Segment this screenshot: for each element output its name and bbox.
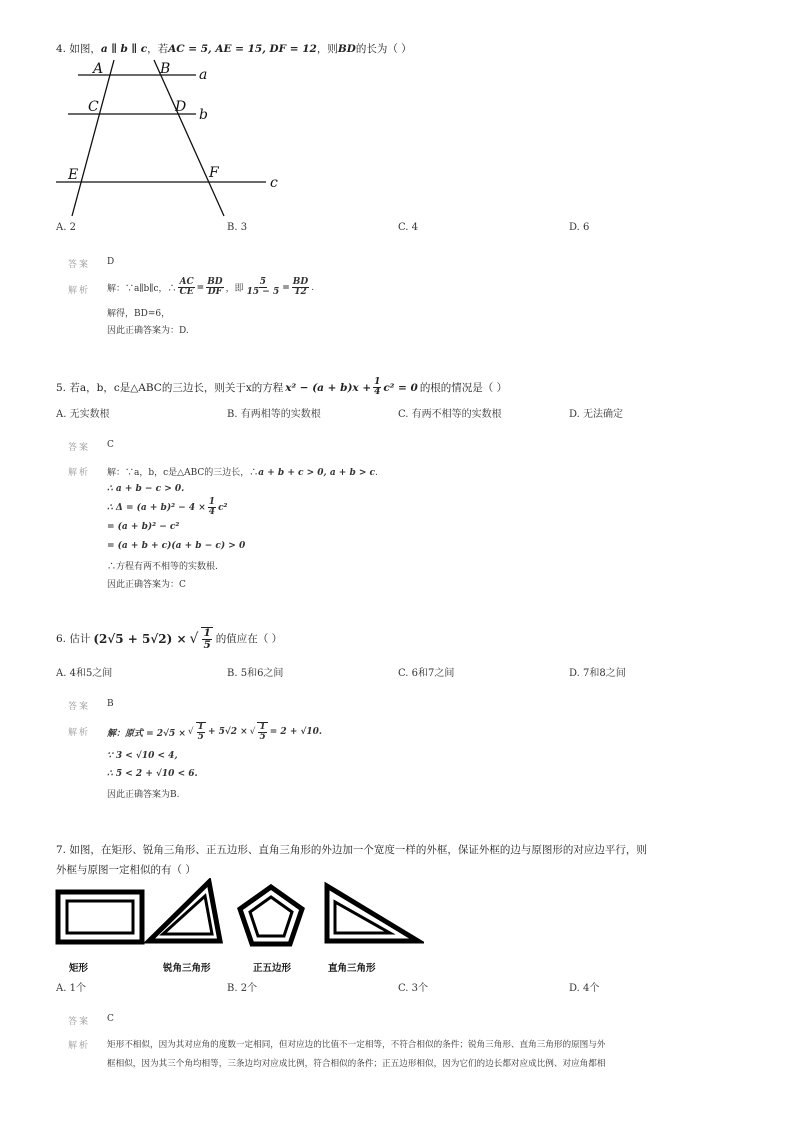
q4-analysis-label: 解析 <box>68 286 91 296</box>
q5-solution-line6: ∴方程有两不相等的实数根. <box>107 562 218 572</box>
point-D: D <box>175 99 187 115</box>
q7-solution-line1: 矩形不相似，因为其对应角的度数一定相同，但对应边的比值不一定相等，不符合相似的条件；锐角三角形、直角三角形的原图与外 <box>107 1040 606 1050</box>
frac-num: BD <box>207 277 223 287</box>
caption-acute-triangle: 锐角三角形 <box>163 963 211 974</box>
q5-option-b[interactable]: B. 有两相等的实数根 <box>227 409 321 420</box>
q5-solution-line4: = (a + b)² − c² <box>107 522 180 532</box>
q4-frac-ac-ce <box>178 278 194 297</box>
rectangle-inner <box>67 901 133 933</box>
frac-den: 4 <box>374 387 381 397</box>
q7-option-a[interactable]: A. 1个 <box>56 983 86 994</box>
q4-sol1-mid: ，即 <box>225 284 244 294</box>
q6-sol1-pre: 解：原式 = 2√5 × <box>107 728 186 739</box>
q6-option-b[interactable]: B. 5和6之间 <box>227 668 284 679</box>
q4-frac-bd-12 <box>292 278 309 297</box>
q6-sqrt-frac <box>202 628 211 650</box>
frac-den: 12 <box>294 287 307 297</box>
q6-option-c[interactable]: C. 6和7之间 <box>398 668 455 679</box>
q4-answer-label: 答案 <box>68 260 91 270</box>
q6-suffix: 的值应在（ ） <box>215 633 283 645</box>
q4-option-c[interactable]: C. 4 <box>398 222 419 233</box>
q6-sol-sqrt1 <box>196 722 206 742</box>
point-F: F <box>209 165 219 181</box>
frac-den: 5 <box>197 732 204 742</box>
caption-rectangle: 矩形 <box>69 963 89 974</box>
q5-equation-part2: c² = 0 <box>383 381 418 394</box>
q4-then: ，则 <box>316 43 338 55</box>
q5-solution-line1 <box>107 465 378 478</box>
label-c: c <box>270 175 278 191</box>
q4-solution-line1: 解：∵a∥b∥c，∴ $\frac{AC}{CE}$ = $\frac{BD}{DF}$ ，即 $\frac{5}{15 - 5}$ = $\frac{BD}{12}$ . <box>107 277 315 297</box>
q7-option-b[interactable]: B. 2个 <box>227 983 258 994</box>
q5-sol3-pre: ∴ Δ = (a + b)² − 4 × <box>107 502 206 513</box>
q6-sol1-mid: + 5√2 × <box>207 727 248 737</box>
frac-num: 1 <box>203 627 211 639</box>
q5-equation-part1: x² − (a + b)x + <box>285 381 372 394</box>
q5-option-a[interactable]: A. 无实数根 <box>56 409 110 420</box>
q7-option-d[interactable]: D. 4个 <box>569 983 600 994</box>
q5-sol1-math: a + b + c > 0, a + b > c <box>258 468 376 478</box>
frac-num: 1 <box>374 377 381 387</box>
q6-solution-line1: 解：原式 = 2√5 × √ $\frac{1}{5}$ + 5√2 × √ $\frac{1}{5}$ = 2 + √10. <box>107 722 323 742</box>
q5-answer-label: 答案 <box>68 443 91 453</box>
frac-num: 1 <box>197 722 204 732</box>
q6-solution-line4: 因此正确答案为B. <box>107 790 180 800</box>
q5-answer-value: C <box>107 440 114 450</box>
q4-prefix: 4. 如图， <box>56 43 101 55</box>
q6-option-d[interactable]: D. 7和8之间 <box>569 668 626 679</box>
q7-stem-line2: 外框与原图一定相似的有（ ） <box>56 864 196 876</box>
q6-solution-line2: ∵ 3 < √10 < 4, <box>107 751 178 761</box>
q7-analysis-label: 解析 <box>68 1041 91 1051</box>
q6-sol-frac2 <box>258 723 266 742</box>
q5-eq-frac <box>373 378 381 397</box>
q5-option-c[interactable]: C. 有两不相等的实数根 <box>398 409 502 420</box>
pentagon-inner <box>250 897 292 936</box>
q6-sol1-post: = 2 + √10. <box>269 727 323 737</box>
q5-sol1-end: . <box>375 468 378 478</box>
q6-option-a[interactable]: A. 4和5之间 <box>56 668 113 679</box>
frac-num: AC <box>179 277 194 287</box>
point-A: A <box>93 61 104 77</box>
frac-num: 1 <box>259 722 266 732</box>
caption-right-triangle: 直角三角形 <box>328 963 376 974</box>
q4-suffix: 的长为（ ） <box>355 43 412 55</box>
frac-den: CE <box>179 287 194 297</box>
q5-solution-line7: 因此正确答案为：C <box>107 580 186 590</box>
q5-solution-line3 <box>107 498 227 517</box>
point-C: C <box>88 99 99 115</box>
q4-parallel-condition: a ∥ b ∥ c <box>100 43 148 55</box>
q5-solution-line5: = (a + b + c)(a + b − c) > 0 <box>107 541 246 551</box>
q5-solution-line2: ∴ a + b − c > 0. <box>107 484 185 494</box>
q4-bd: BD <box>337 43 356 55</box>
frac-den: DF <box>207 287 222 297</box>
q4-answer-value: D <box>107 257 115 267</box>
q7-answer-value: C <box>107 1014 114 1024</box>
q4-stem <box>56 41 412 56</box>
frac-den: 15 − 5 <box>246 287 280 297</box>
frac-num: 5 <box>259 277 267 287</box>
q5-sol1-pre: 解：∵a，b，c是△ABC的三边长，∴ <box>107 468 259 478</box>
q6-stem: 6. 估计 (2√5 + 5√2) × √ $\frac{1}{5}$ 的值应在（ ） <box>56 627 283 651</box>
q6-prefix: 6. 估计 <box>56 633 91 645</box>
q5-prefix: 5. 若a，b，c是△ABC的三边长，则关于x的方程 <box>56 382 284 394</box>
q6-sol-frac1 <box>197 723 205 742</box>
q4-solution-line3: 因此正确答案为：D. <box>107 326 189 336</box>
q4-option-b[interactable]: B. 3 <box>227 222 248 233</box>
frac-den: 4 <box>208 507 216 517</box>
frac-den: 5 <box>203 638 211 651</box>
q7-solution-line2: 框相似，因为其三个角均相等，三条边均对应成比例，符合相似的条件；正五边形相似，因为它们的边长都对应成比例、对应角都相 <box>107 1059 606 1069</box>
q7-answer-label: 答案 <box>68 1017 91 1027</box>
q6-solution-line3: ∴ 5 < 2 + √10 < 6. <box>107 769 198 779</box>
point-E: E <box>68 167 79 183</box>
q6-analysis-label: 解析 <box>68 728 91 738</box>
q4-option-a[interactable]: A. 2 <box>56 222 76 233</box>
q4-mid: ，若 <box>147 43 169 55</box>
frac-num: BD <box>292 277 309 287</box>
q6-answer-value: B <box>107 699 114 709</box>
q6-answer-label: 答案 <box>68 702 91 712</box>
q7-option-c[interactable]: C. 3个 <box>398 983 429 994</box>
frac-num: 1 <box>208 497 216 507</box>
q4-figure <box>50 58 290 218</box>
q5-analysis-label: 解析 <box>68 468 91 478</box>
transversal-left <box>72 60 114 216</box>
label-b: b <box>199 107 208 123</box>
label-a: a <box>199 67 208 83</box>
transversal-right <box>154 60 224 216</box>
frac-den: 5 <box>259 732 266 742</box>
q5-sol3-frac <box>208 498 216 517</box>
point-B: B <box>160 61 171 77</box>
q6-expression: (2√5 + 5√2) × <box>93 631 187 646</box>
q4-frac-bd-df <box>206 278 223 297</box>
q6-sol-sqrt2 <box>257 722 267 742</box>
q5-option-d[interactable]: D. 无法确定 <box>569 409 624 420</box>
q4-frac-5 <box>246 278 281 297</box>
q4-given: AC = 5, AE = 15, DF = 12 <box>168 43 317 55</box>
q4-sol1-pre: 解：∵a∥b∥c，∴ <box>107 284 177 294</box>
q5-suffix: 的根的情况是（ ） <box>419 382 508 394</box>
q4-option-d[interactable]: D. 6 <box>569 222 590 233</box>
q4-solution-line2: 解得，BD=6， <box>107 309 171 319</box>
caption-pentagon: 正五边形 <box>253 963 292 974</box>
q5-sol3-post: c² <box>218 502 228 513</box>
q6-sqrt <box>201 627 212 650</box>
q5-stem <box>56 378 507 397</box>
q7-stem-line1: 7. 如图，在矩形、锐角三角形、正五边形、直角三角形的外边加一个宽度一样的外框，保证外框的边与原图形的对应边平行，则 <box>56 844 647 856</box>
